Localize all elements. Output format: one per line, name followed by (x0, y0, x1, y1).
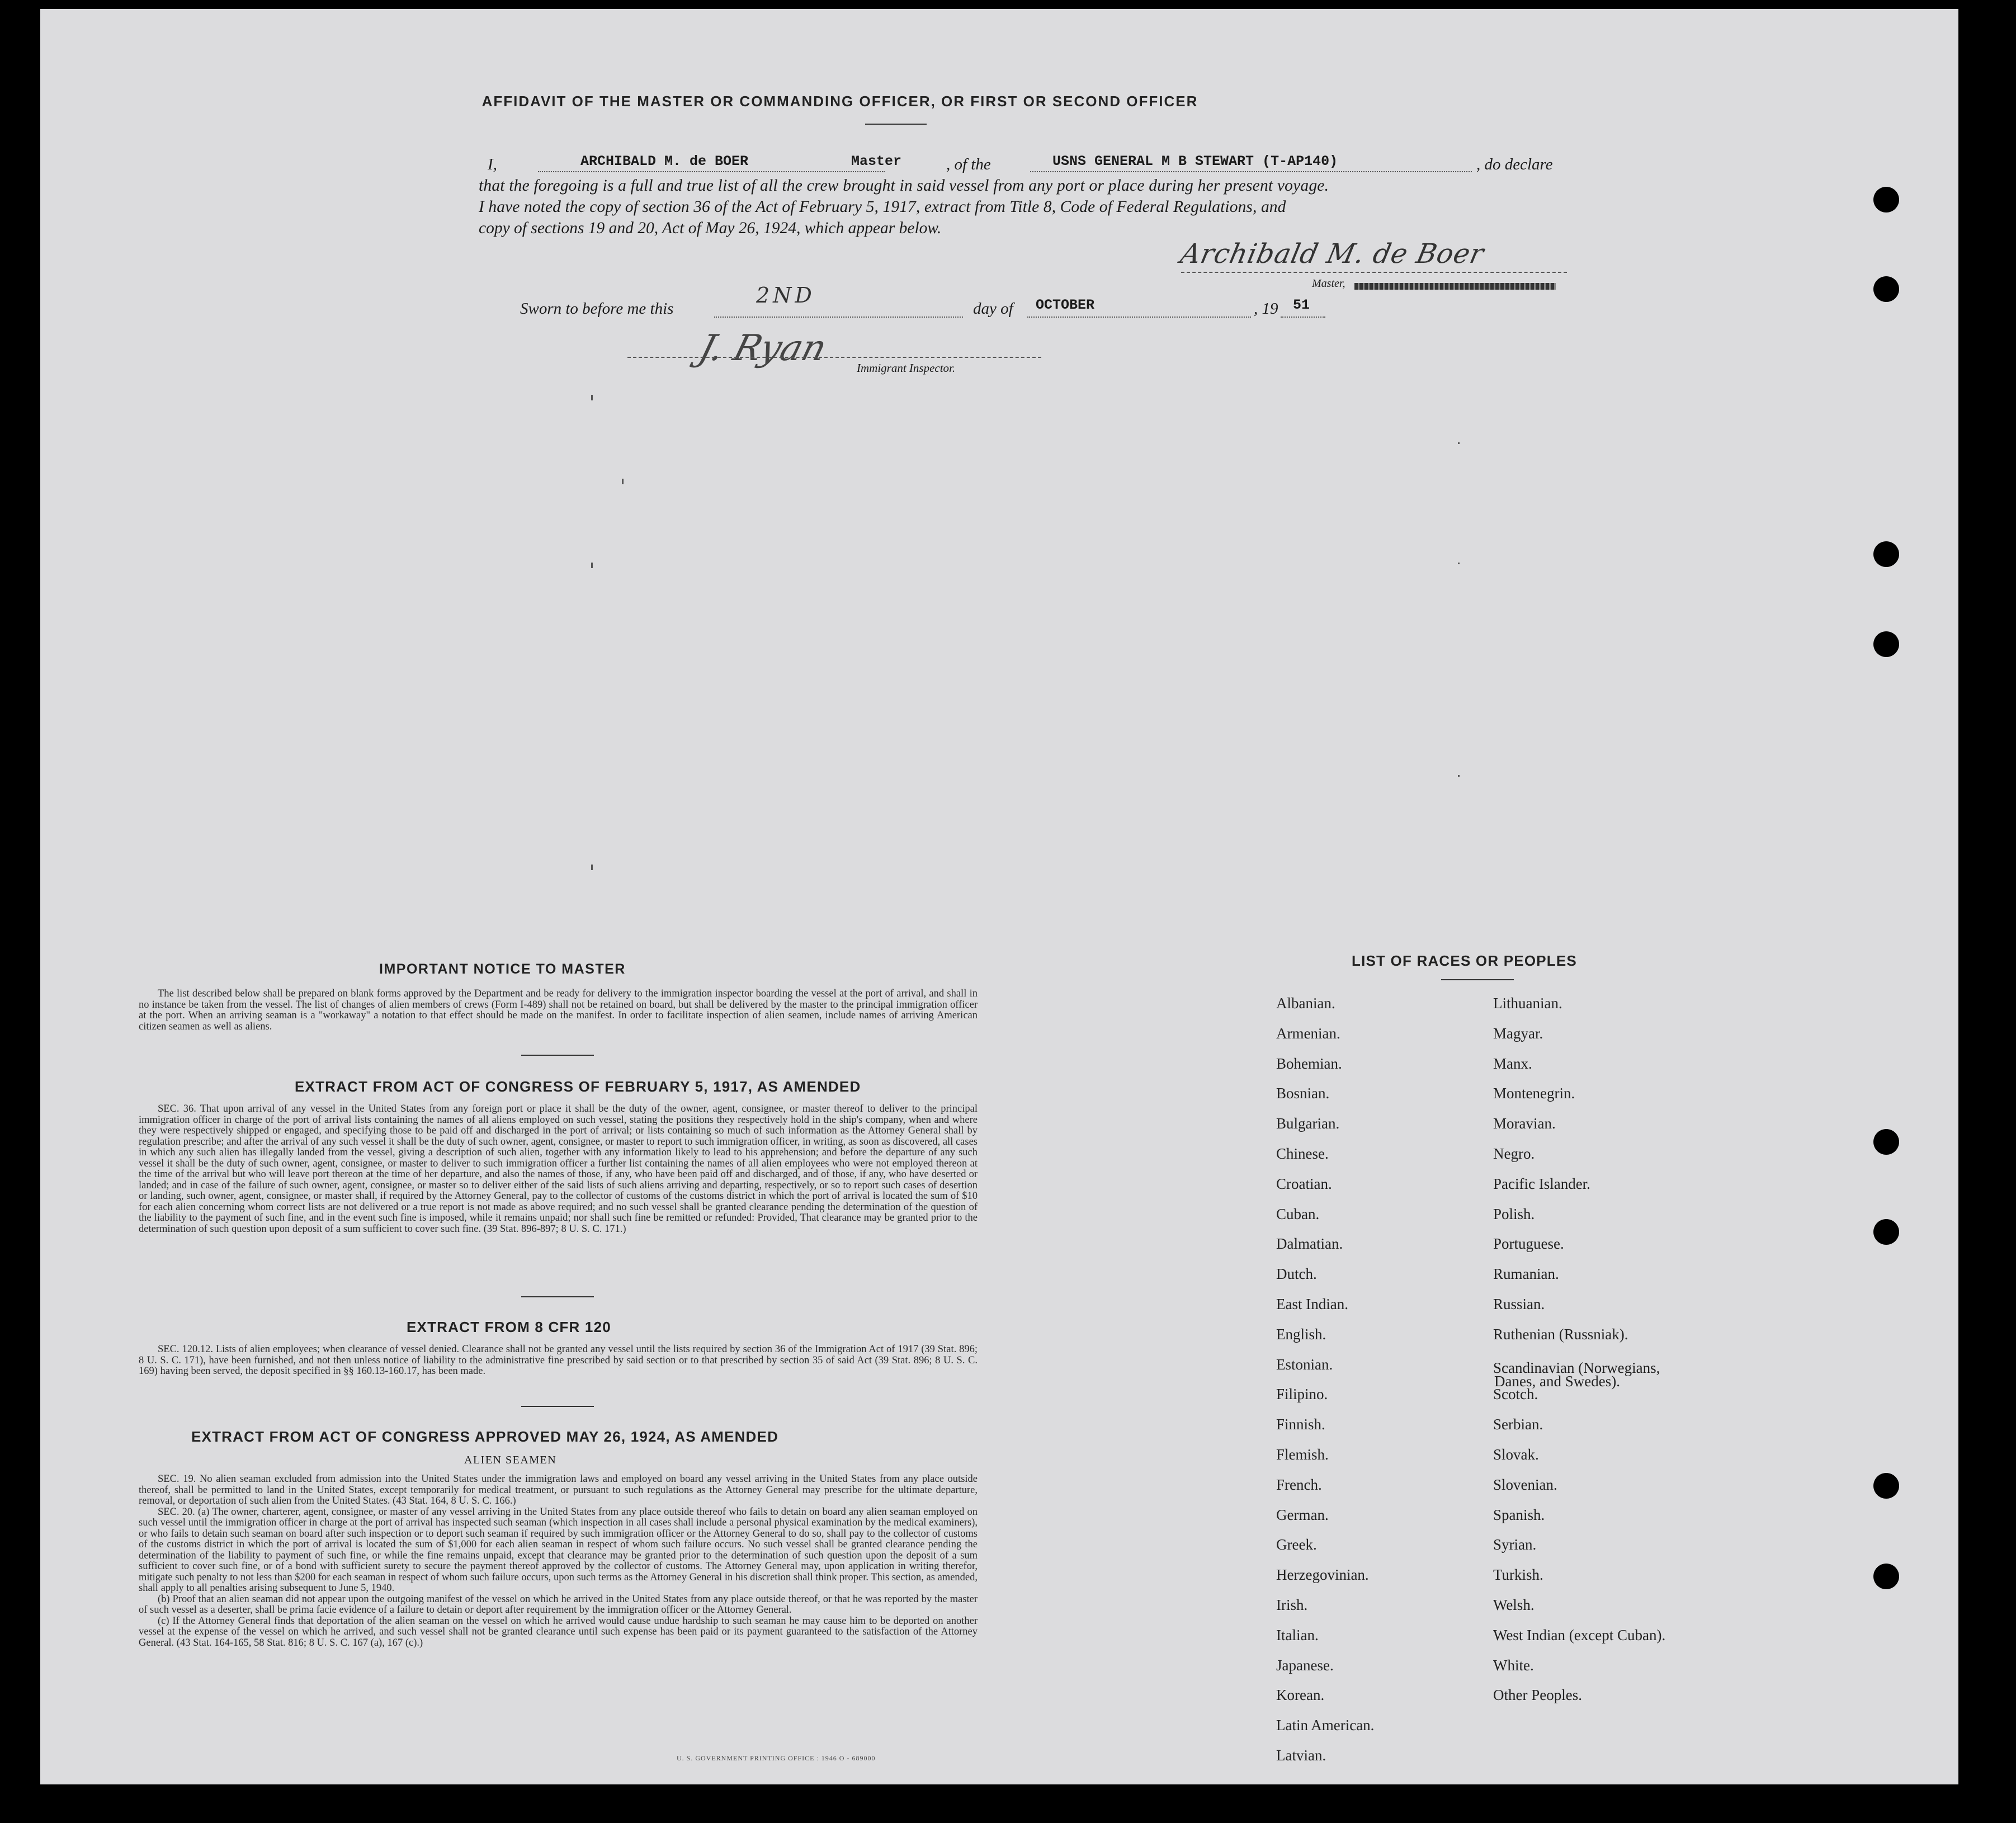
race-item: Lithuanian. (1493, 995, 1562, 1012)
race-item: Estonian. (1276, 1356, 1333, 1373)
race-item: Bohemian. (1276, 1055, 1342, 1072)
extract-cfr-body: SEC. 120.12. Lists of alien employees; when clearance of vessel denied. Clearance shall not be granted any vessel until the lists required by section 36 of the Immigration Act of 1917 (39 Stat. 896; 8 U. S. C. 171), have been furnished, and not then unless notice of liability to the administrative fine prescribed by said section or to that prescribed by section 35 of said Act (39 Stat. 896; 8 U. S. C. 169) having been served, the deposit specified in §§ 160.13-160.17, has been made. (139, 1344, 978, 1377)
year-prefix: , 19 (1254, 300, 1278, 318)
affidavit-line-4: copy of sections 19 and 20, Act of May 26, 1924, which appear below. (479, 219, 942, 237)
race-item: Bosnian. (1276, 1085, 1330, 1102)
divider (521, 1296, 594, 1297)
document-page (40, 9, 1958, 1784)
race-item: Latvian. (1276, 1747, 1326, 1764)
affidavit-line-3: I have noted the copy of section 36 of the Act of February 5, 1917, extract from Title 8, Code of Federal Regulations, and (479, 198, 1286, 216)
race-item: Bulgarian. (1276, 1115, 1340, 1132)
notice-title: IMPORTANT NOTICE TO MASTER (379, 961, 626, 977)
race-item: Cuban. (1276, 1205, 1320, 1222)
punch-hole (1873, 541, 1899, 567)
race-item: Magyar. (1493, 1024, 1543, 1042)
extract-cfr-title: EXTRACT FROM 8 CFR 120 (407, 1319, 611, 1335)
punch-hole (1873, 1129, 1899, 1155)
year-fill-line (1281, 317, 1325, 318)
month-fill-line (1027, 317, 1251, 318)
speck (1458, 442, 1460, 444)
affidavit-title: AFFIDAVIT OF THE MASTER OR COMMANDING OFFICER, OR FIRST OR SECOND OFFICER (481, 93, 1198, 110)
day-fill-line (714, 317, 963, 318)
notice-body: The list described below shall be prepared on blank forms approved by the Department and be ready for delivery to the immigration inspector boarding the vessel at the port of arrival, and shall in no instance be taken from the vessel. The list of changes of alien members of crews (Form I-489) shall not be retained on board, but shall be delivered by the master to the principal immigration officer at the port. When an arriving seaman is a "workaway" a notation to that effect should be made on the manifest. In order to facilitate inspection of alien seamen, include names of arriving American citizen seamen as well as aliens. (139, 988, 978, 1032)
race-item: Manx. (1493, 1055, 1532, 1072)
master-signature-line (1181, 272, 1567, 273)
race-item: Syrian. (1493, 1536, 1537, 1553)
race-item: Slovenian. (1493, 1476, 1557, 1493)
race-item: Polish. (1493, 1205, 1535, 1222)
inspector-signature-line (627, 357, 1041, 358)
speck (591, 563, 593, 568)
race-item: Slovak. (1493, 1446, 1539, 1463)
race-item: Spanish. (1493, 1506, 1545, 1523)
race-item: Irish. (1276, 1597, 1308, 1613)
races-title: LIST OF RACES OR PEOPLES (1352, 952, 1577, 969)
speck (1458, 775, 1460, 777)
race-item: Scandinavian (Norwegians, (1493, 1359, 1660, 1376)
master-caption: Master, (1312, 277, 1345, 290)
race-item: Finnish. (1276, 1416, 1325, 1433)
speck (591, 865, 593, 870)
declare-text: , do declare (1476, 155, 1553, 173)
race-item: Dalmatian. (1276, 1235, 1343, 1253)
master-name: ARCHIBALD M. de BOER (580, 153, 749, 169)
race-item: Pacific Islander. (1493, 1175, 1590, 1192)
race-item: Croatian. (1276, 1175, 1332, 1192)
race-item: Korean. (1276, 1687, 1325, 1704)
race-item: Portuguese. (1493, 1235, 1564, 1253)
punch-hole (1873, 1219, 1899, 1245)
punch-hole (1873, 1473, 1899, 1499)
race-item: Ruthenian (Russniak). (1493, 1325, 1628, 1343)
race-item: Scotch. (1493, 1386, 1538, 1403)
race-item: Moravian. (1493, 1115, 1556, 1132)
title-underline (865, 124, 927, 125)
race-item: Welsh. (1493, 1597, 1535, 1613)
master-signature: Archibald M. de Boer (1178, 238, 1487, 270)
printer-imprint: U. S. GOVERNMENT PRINTING OFFICE : 1946 O - 689000 (677, 1754, 876, 1762)
race-item: Dutch. (1276, 1265, 1317, 1283)
punch-hole (1873, 631, 1899, 657)
divider (521, 1406, 594, 1407)
speck (622, 479, 624, 484)
vessel-fill-line (1030, 171, 1472, 172)
extract-1917-title: EXTRACT FROM ACT OF CONGRESS OF FEBRUARY 5, 1917, AS AMENDED (295, 1078, 861, 1095)
race-item: Serbian. (1493, 1416, 1543, 1433)
race-item: Other Peoples. (1493, 1687, 1582, 1704)
race-item: Greek. (1276, 1536, 1317, 1553)
speck (1458, 563, 1460, 564)
day-value: 2ND (756, 283, 815, 308)
extract-1924-body: SEC. 19. No alien seaman excluded from admission into the United States under the immigration laws and employed on board any vessel arriving in the United States from any place outside thereof, shall be permitted to land in the United States, except temporarily for medical treatment, or pursuant to such regulations as the Attorney General may prescribe for the ultimate departure, removal, or deportation of such alien from the United States. (43 Stat. 164, 8 U. S. C. 166.) SEC. 20. (a) The owner, charterer, agent, consignee, or master of any vessel arriving in the United States from any place outside thereof who fails to detain on board any alien seaman employed on such vessel until the immigration officer in charge at the port of arrival has inspected such seaman (which inspection in all cases shall include a personal physical examination by the medical examiners), or who fails to detain such seaman on board after such inspection or to deport such seaman if required by such immigration officer or the Attorney General to do so, shall pay to the collector of customs of the customs district in which the port of arrival is located the sum of $1,000 for each alien seaman in respect of whom such failure occurs. No such vessel shall be granted clearance pending the determination of the liability to payment of such fine, or while the fine remains unpaid, except that clearance may be granted prior to the determination of such question upon the deposit of a sum sufficient to cover such fine, or of a bond with sufficient surety to secure the payment thereof approved by the collector of customs. The Attorney General may, upon application in writing therefor, mitigate such penalty to not less than $200 for each seaman in respect of whom such failure occurs, upon such terms as the Attorney General in his discretion shall think proper. This section, as amended, shall apply to all penalties arising subsequent to June 5, 1940. (b) Proof that an alien seaman did not appear upon the outgoing manifest of the vessel on which he arrived in the United States from any place outside thereof, or that he was reported by the master of such vessel as a deserter, shall be prima facie evidence of a failure to detain or deport after requirement by the immigration officer or the Attorney General. (c) If the Attorney General finds that deportation of the alien seaman on the vessel on which he arrived would cause undue hardship to such seaman he may cause him to be deported on another vessel at the expense of the vessel on which he arrived, and such vessel shall not be granted clearance until such expense has been paid or its payment guaranteed to the satisfaction of the Attorney General. (43 Stat. 164-165, 58 Stat. 816; 8 U. S. C. 167 (a), 167 (c).) (139, 1473, 978, 1649)
race-item: Montenegrin. (1493, 1085, 1575, 1102)
race-item: Rumanian. (1493, 1265, 1559, 1283)
race-item: Flemish. (1276, 1446, 1329, 1463)
extract-1917-body: SEC. 36. That upon arrival of any vessel in the United States from any foreign port or place it shall be the duty of the owner, agent, consignee, or master thereof to deliver to the principal immigration officer in charge of the port of arrival lists containing the names of all aliens employed on such vessel, stating the positions they respectively hold in the ship's company, when and where they were respectively shipped or engaged, and specifying those to be paid off and discharged in the port of arrival; or lists containing so much of such information as the Attorney General shall by regulation prescribe; and after the arrival of any such vessel it shall be the duty of such owner, agent, consignee, or master to report to such immigration officer, in writing, as soon as discovered, all cases in which any such alien has illegally landed from the vessel, giving a description of such alien, together with any information likely to lead to his apprehension; and before the departure of any such vessel it shall be the duty of such owner, agent, consignee, or master to deliver to such immigration officer a further list containing the names of all alien employees who were not employed thereon at the time of the arrival but who will leave port thereon at the time of her departure, and also the names of those, if any, who have been paid off and discharged, and of those, if any, who have deserted or landed; and in case of the failure of such owner, agent, consignee, or master so to deliver either of the said lists of such aliens arriving and departing, respectively, or so to report such cases of desertion or landing, such owner, agent, consignee, or master shall, if required by the Attorney General, pay to the collector of customs of the customs district in which the port of arrival is located the sum of $10 for each alien concerning whom correct lists are not delivered or a true report is not made as above required; and no such vessel shall be granted clearance pending the determination of the question of the liability to the payment of such fine, and in the event such fine is imposed, while it remains unpaid; nor shall such fine be remitted or refunded: Provided, That clearance may be granted prior to the determination of such question upon deposit of a sum sufficient to cover such fine. (39 Stat. 896-897; 8 U. S. C. 171.) (139, 1103, 978, 1235)
race-item: Russian. (1493, 1296, 1545, 1312)
race-item: Latin American. (1276, 1717, 1375, 1734)
struck-out-text (1354, 283, 1556, 290)
race-item: Herzegovinian. (1276, 1566, 1369, 1584)
race-item: White. (1493, 1656, 1534, 1674)
day-of-text: day of (973, 300, 1013, 318)
race-item: Chinese. (1276, 1145, 1329, 1162)
race-item: Armenian. (1276, 1024, 1340, 1042)
extract-1924-title: EXTRACT FROM ACT OF CONGRESS APPROVED MAY 26, 1924, AS AMENDED (191, 1428, 779, 1445)
of-the-text: , of the (946, 155, 991, 173)
race-item: German. (1276, 1506, 1329, 1523)
race-item: Turkish. (1493, 1566, 1543, 1584)
race-item: Filipino. (1276, 1386, 1328, 1403)
punch-hole (1873, 1564, 1899, 1589)
race-item: English. (1276, 1325, 1326, 1343)
races-title-underline (1441, 979, 1514, 980)
race-item: Danes, and Swedes). (1494, 1372, 1620, 1390)
year-value: 51 (1293, 297, 1310, 313)
alien-seamen-subtitle: ALIEN SEAMEN (464, 1454, 557, 1466)
inspector-caption: Immigrant Inspector. (857, 361, 956, 375)
vessel-name: USNS GENERAL M B STEWART (T-AP140) (1052, 153, 1338, 169)
race-item: French. (1276, 1476, 1322, 1493)
master-rank: Master (851, 153, 902, 169)
affidavit-lead: I, (488, 155, 497, 173)
divider (521, 1055, 594, 1056)
inspector-signature: J. Ryan (695, 328, 831, 369)
punch-hole (1873, 187, 1899, 212)
speck (591, 395, 593, 400)
sworn-lead: Sworn to before me this (520, 300, 674, 318)
race-item: Italian. (1276, 1626, 1319, 1643)
race-item: Japanese. (1276, 1656, 1334, 1674)
race-item: East Indian. (1276, 1296, 1348, 1312)
race-item: Albanian. (1276, 995, 1335, 1012)
name-fill-line (538, 171, 885, 172)
race-item: Negro. (1493, 1145, 1535, 1162)
month-value: OCTOBER (1036, 297, 1095, 313)
affidavit-line-2: that the foregoing is a full and true list of all the crew brought in said vessel from any port or place during her present voyage. (479, 177, 1329, 195)
race-item: West Indian (except Cuban). (1493, 1626, 1666, 1643)
punch-hole (1873, 276, 1899, 302)
